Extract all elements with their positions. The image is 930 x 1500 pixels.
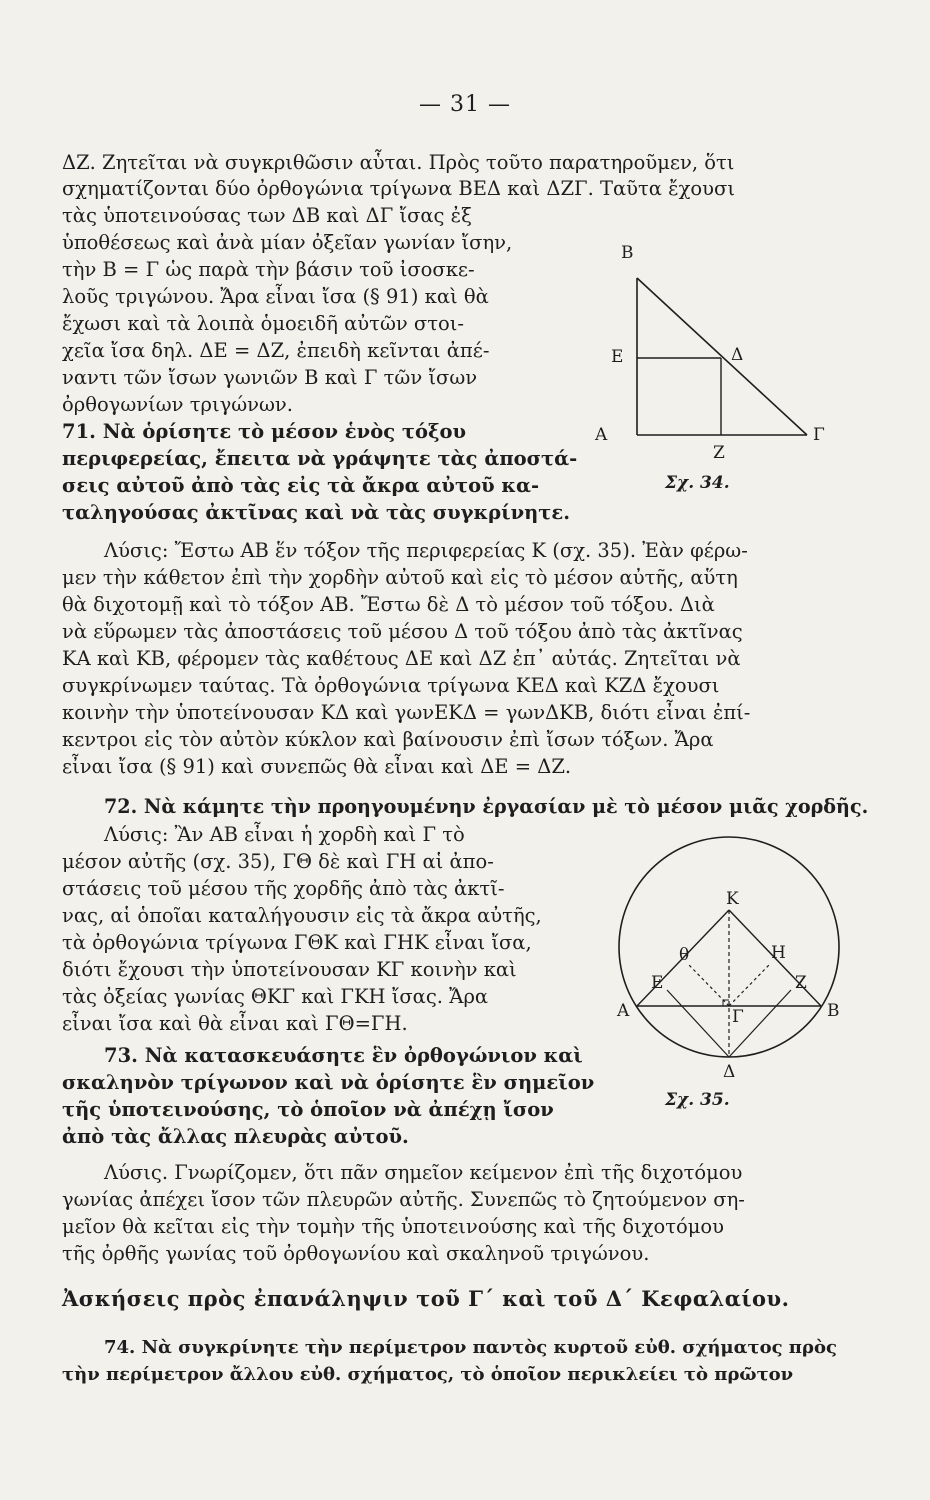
fig34-label-B: Β: [621, 243, 634, 263]
text-line: τῆς ὑποτεινούσης, τὸ ὁποῖον νὰ ἀπέχῃ ἴσον: [62, 1098, 554, 1121]
text-line: τὴν Β = Γ ὡς παρὰ τὴν βάσιν τοῦ ἰσοσκε-: [62, 258, 475, 281]
text-line: εἶναι ἴσα (§ 91) καὶ συνεπῶς θὰ εἶναι καὶ ΔΕ = ΔΖ.: [62, 755, 572, 778]
text-line: ἀπὸ τὰς ἄλλας πλευρὰς αὐτοῦ.: [62, 1125, 409, 1148]
text-line: ΔΖ. Ζητεῖται νὰ συγκριθῶσιν αὗται. Πρὸς τοῦτο παρατηροῦμεν, ὅτι: [62, 151, 735, 174]
figure-34: [585, 230, 840, 500]
text-line: χεῖα ἴσα δηλ. ΔΕ = ΔΖ, ἐπειδὴ κεῖνται ἀπέ-: [62, 339, 490, 362]
fig34-label-A: Α: [595, 425, 608, 445]
fig34-side-BG: [637, 278, 807, 435]
section-title: Ἀσκήσεις πρὸς ἐπανάληψιν τοῦ Γ΄ καὶ τοῦ Δ΄ Κεφαλαίου.: [62, 1286, 790, 1311]
text-line: Λύσις: Ἂν ΑΒ εἶναι ἡ χορδὴ καὶ Γ τὸ: [104, 823, 465, 846]
fig35-label-D: Δ: [723, 1062, 736, 1082]
fig35-label-K: Κ: [726, 889, 739, 909]
text-line: περιφερείας, ἔπειτα νὰ γράψητε τὰς ἀποστά-: [62, 447, 578, 470]
text-line: ΚΑ καὶ ΚΒ, φέρομεν τὰς καθέτους ΔΕ καὶ ΔΖ ἐπ᾽ αὐτάς. Ζητεῖται νὰ: [62, 647, 741, 670]
fig35-caption: Σχ. 35.: [665, 1090, 730, 1110]
text-line: 73. Νὰ κατασκευάσητε ἓν ὀρθογώνιον καὶ: [104, 1044, 583, 1067]
fig34-caption: Σχ. 34.: [665, 473, 730, 493]
text-line: σεις αὐτοῦ ἀπὸ τὰς εἰς τὰ ἄκρα αὐτοῦ κα-: [62, 474, 540, 497]
fig34-label-E: Ε: [611, 347, 624, 367]
text-line: θὰ διχοτομῇ καὶ τὸ τόξον ΑΒ. Ἔστω δὲ Δ τὸ μέσον τοῦ τόξου. Διὰ: [62, 593, 715, 616]
text-line: ἔχωσι καὶ τὰ λοιπὰ ὁμοειδῆ αὐτῶν στοι-: [62, 312, 464, 335]
text-line: κοινὴν τὴν ὑποτείνουσαν ΚΔ καὶ γωνΕΚΔ = γωνΔΚΒ, διότι εἶναι ἐπί-: [62, 701, 751, 724]
fig35-label-A: Α: [617, 1001, 630, 1021]
text-line: εἶναι ἴσα καὶ θὰ εἶναι καὶ ΓΘ=ΓΗ.: [62, 1012, 408, 1035]
text-line: ναντι τῶν ἴσων γωνιῶν Β καὶ Γ τῶν ἴσων: [62, 366, 478, 389]
text-line: διότι ἔχουσι τὴν ὑποτείνουσαν ΚΓ κοινὴν καὶ: [62, 958, 517, 981]
text-line: ὑποθέσεως καὶ ἀνὰ μίαν ὀξεῖαν γωνίαν ἴσην,: [62, 231, 513, 254]
text-line: μεῖον θὰ κεῖται εἰς τὴν τομὴν τῆς ὑποτεινούσης καὶ τῆς διχοτόμου: [62, 1215, 725, 1238]
text-line: νὰ εὕρωμεν τὰς ἀποστάσεις τοῦ μέσου Δ τοῦ τόξου ἀπὸ τὰς ἀκτῖνας: [62, 620, 743, 643]
text-line: μεν τὴν κάθετον ἐπὶ τὴν χορδὴν αὐτοῦ καὶ εἰς τὸ μέσον αὐτῆς, αὕτη: [62, 566, 738, 589]
text-line: τὰς ὀξείας γωνίας ΘΚΓ καὶ ΓΚΗ ἴσας. Ἄρα: [62, 985, 489, 1008]
exercise-72-heading: 72. Νὰ κάμητε τὴν προηγουμένην ἐργασίαν μὲ τὸ μέσον μιᾶς χορδῆς.: [104, 795, 869, 818]
text-line: τὰς ὑποτεινούσας των ΔΒ καὶ ΔΓ ἴσας ἐξ: [62, 204, 472, 227]
text-line: νας, αἱ ὁποῖαι καταλήγουσιν εἰς τὰ ἄκρα αὐτῆς,: [62, 904, 542, 927]
text-line: κεντροι εἰς τὸν αὐτὸν κύκλον καὶ βαίνουσιν ἐπὶ ἴσων τόξων. Ἄρα: [62, 728, 714, 751]
fig35-dist-GH: [729, 965, 769, 1006]
text-line: συγκρίνωμεν ταύτας. Τὰ ὀρθογώνια τρίγωνα ΚΕΔ καὶ ΚΖΔ ἔχουσι: [62, 674, 720, 697]
text-line: λοῦς τριγώνου. Ἄρα εἶναι ἴσα (§ 91) καὶ θὰ: [62, 285, 489, 308]
fig35-label-E: Ε: [651, 973, 664, 993]
fig35-label-Z: Ζ: [795, 973, 807, 993]
text-line: σκαληνὸν τρίγωνον καὶ νὰ ὁρίσητε ἓν σημεῖον: [62, 1071, 595, 1094]
text-line: Λύσις: Ἔστω ΑΒ ἕν τόξον τῆς περιφερείας Κ (σχ. 35). Ἐὰν φέρω-: [104, 539, 748, 562]
text-line: τὴν περίμετρον ἄλλου εὐθ. σχήματος, τὸ ὁποῖον περικλείει τὸ πρῶτον: [62, 1364, 794, 1385]
text-line: σχηματίζονται δύο ὀρθογώνια τρίγωνα ΒΕΔ καὶ ΔΖΓ. Ταῦτα ἔχουσι: [62, 177, 735, 200]
text-line: 74. Νὰ συγκρίνητε τὴν περίμετρον παντὸς κυρτοῦ εὐθ. σχήματος πρὸς: [104, 1337, 837, 1358]
fig35-label-H: Η: [771, 943, 786, 963]
text-line: 71. Νὰ ὁρίσητε τὸ μέσον ἑνὸς τόξου: [62, 420, 467, 443]
fig34-label-D: Δ: [731, 345, 744, 365]
figure-35: [605, 820, 855, 1120]
text-line: τῆς ὀρθῆς γωνίας τοῦ ὀρθογωνίου καὶ σκαληνοῦ τριγώνου.: [62, 1242, 650, 1265]
text-line: τὰ ὀρθογώνια τρίγωνα ΓΘΚ καὶ ΓΗΚ εἶναι ἴσα,: [62, 931, 532, 954]
fig34-label-G: Γ: [813, 425, 825, 445]
fig35-label-G: Γ: [732, 1007, 744, 1027]
page-number: — 31 —: [419, 92, 511, 117]
text-line: γωνίας ἀπέχει ἴσον τῶν πλευρῶν αὐτῆς. Συνεπῶς τὸ ζητούμενον ση-: [62, 1188, 745, 1211]
text-line: Λύσις. Γνωρίζομεν, ὅτι πᾶν σημεῖον κείμενον ἐπὶ τῆς διχοτόμου: [104, 1161, 743, 1184]
fig35-label-TH: θ: [679, 945, 690, 965]
fig35-dist-DE: [667, 990, 729, 1057]
fig35-label-B: Β: [827, 1001, 840, 1021]
text-line: ὀρθογωνίων τριγώνων.: [62, 393, 293, 416]
text-line: μέσον αὐτῆς (σχ. 35), ΓΘ δὲ καὶ ΓΗ αἱ ἀπο-: [62, 850, 494, 873]
fig34-label-Z: Ζ: [713, 443, 725, 463]
text-line: ταληγούσας ἀκτῖνας καὶ νὰ τὰς συγκρίνητε.: [62, 501, 571, 524]
text-line: στάσεις τοῦ μέσου τῆς χορδῆς ἀπὸ τὰς ἀκτῖ-: [62, 877, 505, 900]
